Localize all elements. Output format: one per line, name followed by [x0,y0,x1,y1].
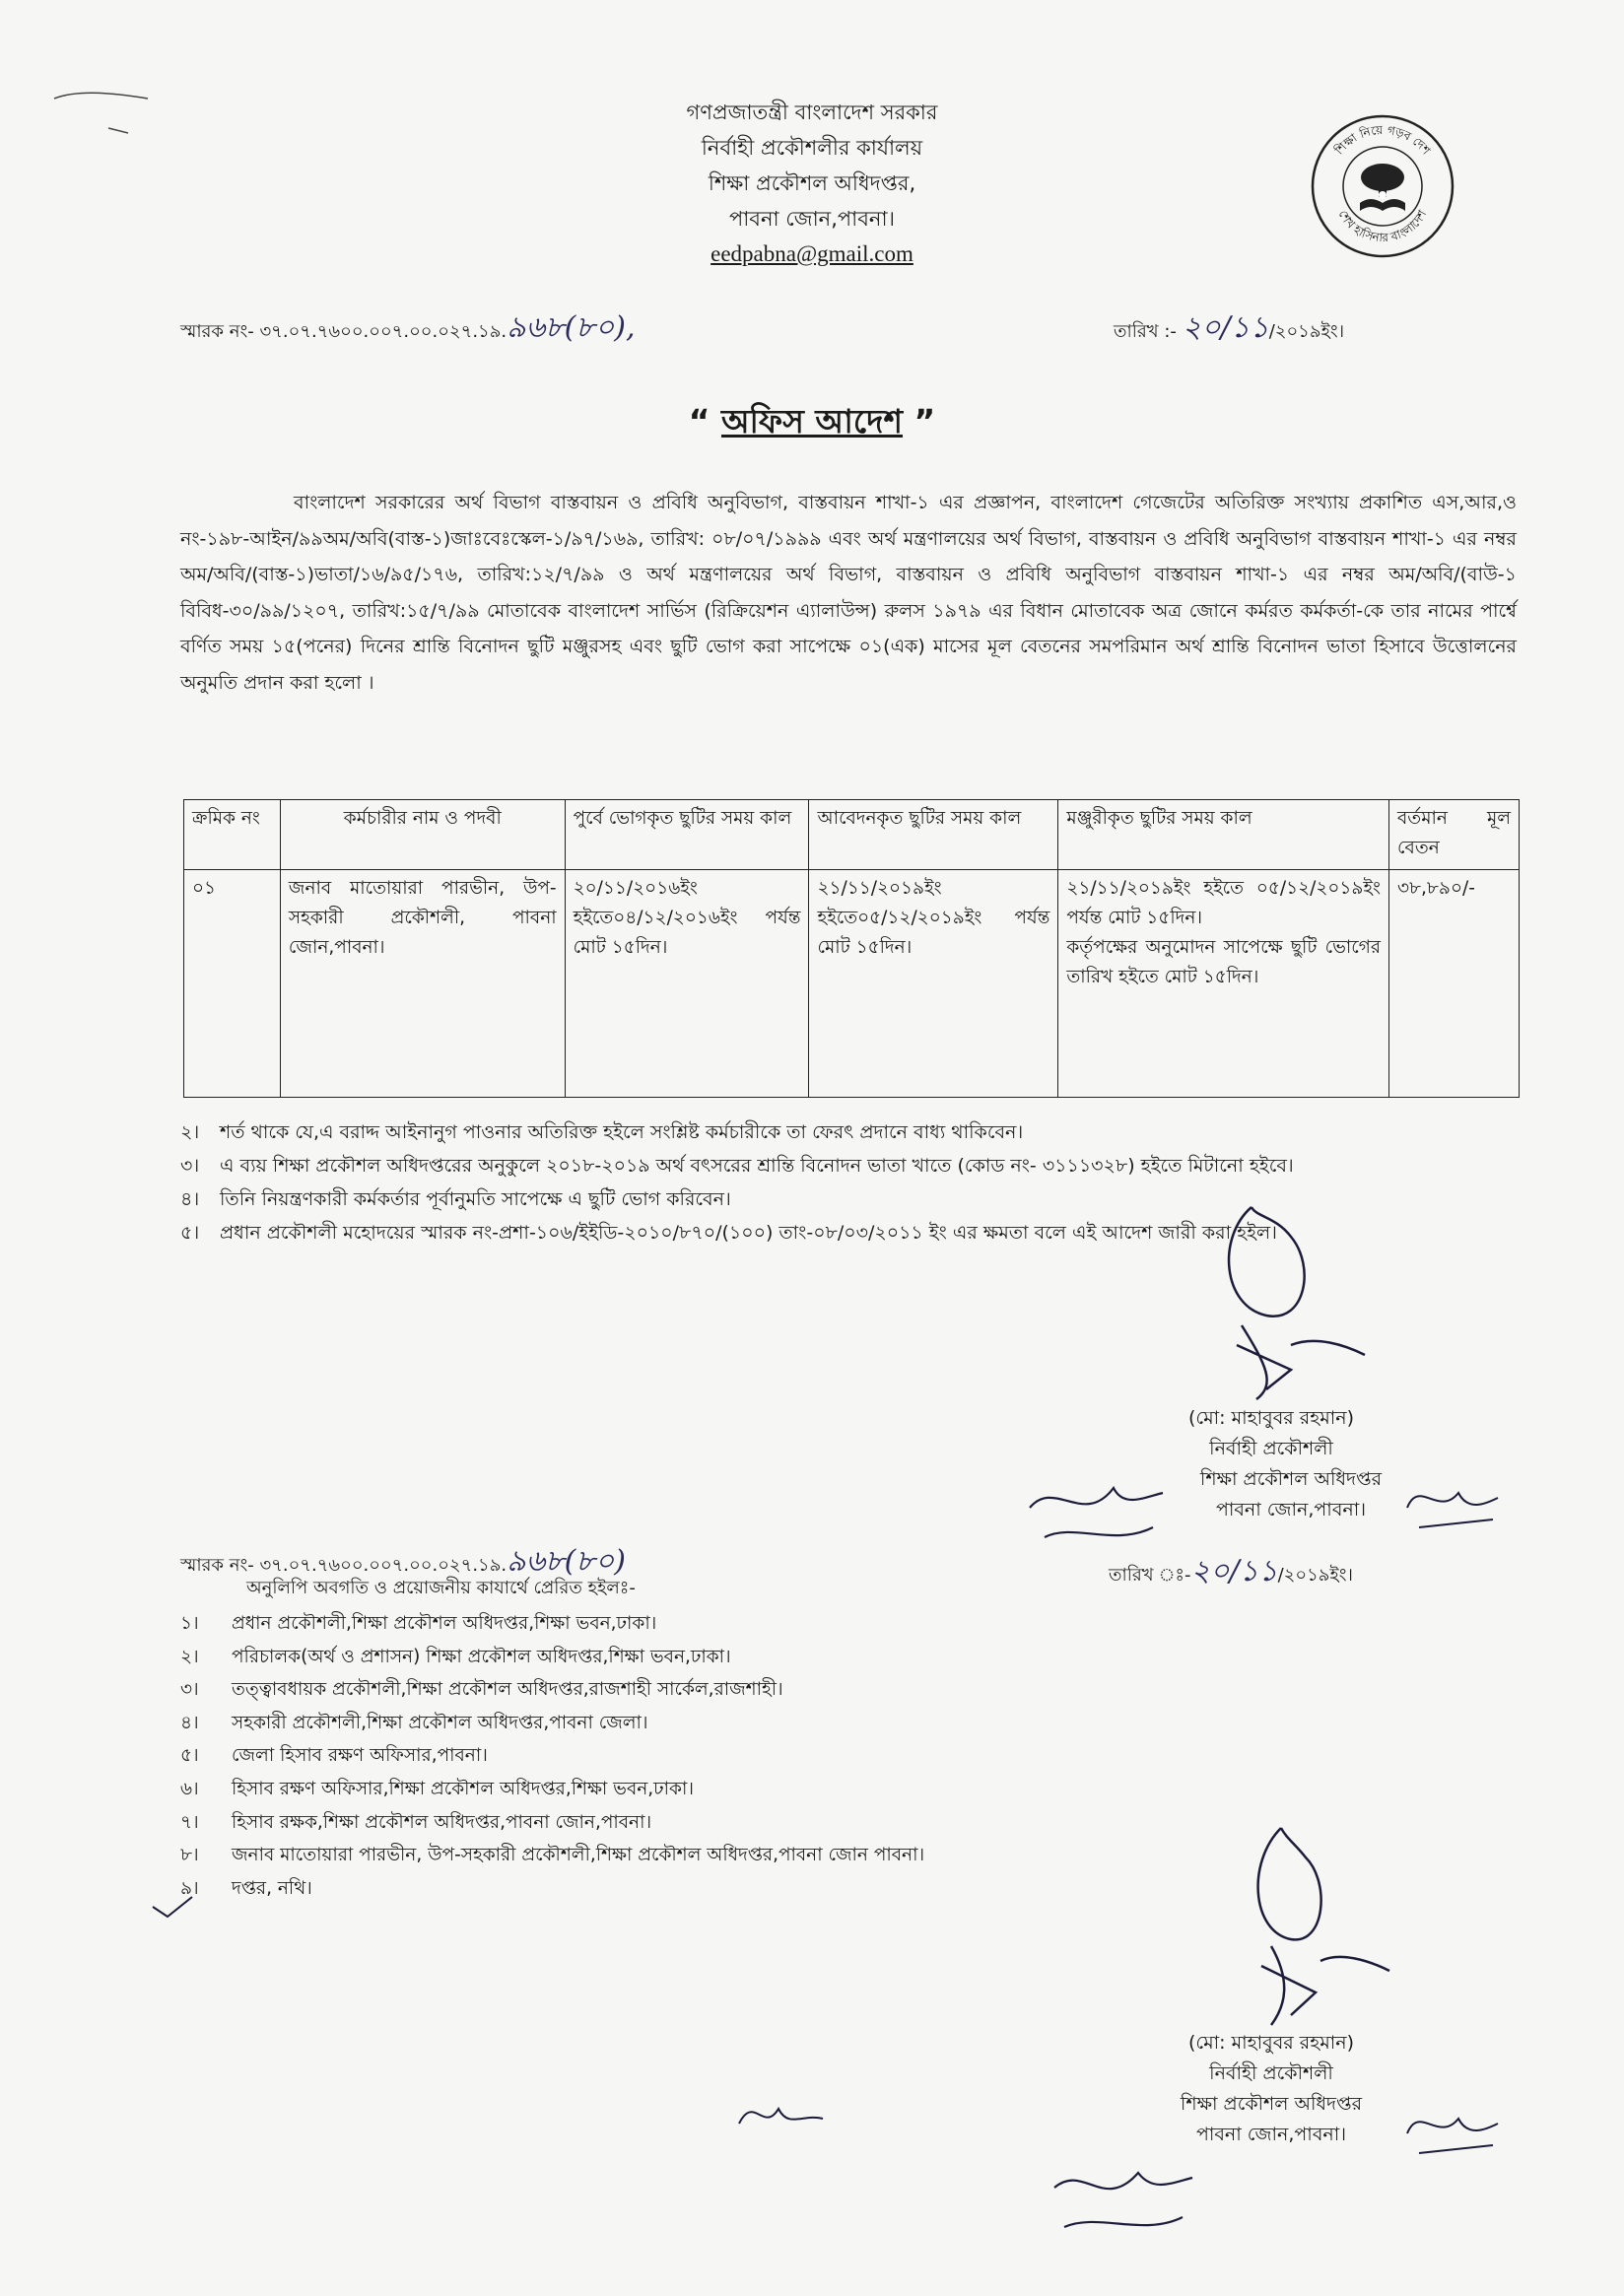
signatory-location: পাবনা জোন,পাবনা। [1215,1499,1367,1520]
table-row [184,870,1520,1098]
memo-ref-handwritten: ৯৬৮(৮০), [507,310,636,345]
copy-text: হিসাব রক্ষক,শিক্ষা প্রকৌশল অধিদপ্তর,পাবনা জোন,পাবনা। [232,1811,652,1833]
list-item [180,1773,1363,1806]
body-paragraph: বাংলাদেশ সরকারের অর্থ বিভাগ বাস্তবায়ন ও প্রবিধি অনুবিভাগ, বাস্তবায়ন শাখা-১ এর প্রজ্ঞাপন, বাংলাদেশ গেজেটের অতিরিক্ত সংখ্যায় প্রকাশিত এস,আর,ও নং-১৯৮-আইন/৯৯অম/অবি(বাস্ত-১)জাঃবেঃস্কেল-১/৯৭/১৬৯, তারিখ: ০৮/০৭/১৯৯৯ এবং অর্থ মন্ত্রণালয়ের অর্থ বিভাগ, বাস্তবায়ন ও প্রবিধি অনুবিভাগ বাস্তবায়ন শাখা-১ এর নম্বর অম/অবি/(বাস্ত-১)ভাতা/১৬/৯৫/১৭৬, তারিখ:১২/৭/৯৯ ও অর্থ মন্ত্রণালয়ের অর্থ বিভাগ, বাস্তবায়ন ও প্রবিধি অনুবিভাগ বাস্তবায়ন শাখা-১ এর নম্বর অম/অবি/(বাউ-১ বিবিধ-৩০/৯৯/১২০৭, তারিখ:১৫/৭/৯৯ মোতাবেক বাংলাদেশ সার্ভিস (রিক্রিয়েশন এ্যালাউন্স) রুলস ১৯৭৯ এর বিধান মোতাবেক অত্র জোনে কর্মরত কর্মকর্তা-কে তার নামের পার্শ্বে বর্ণিত সময় ১৫(পনের) দিনের শ্রান্তি বিনোদন ছুটি মঞ্জুরসহ এবং ছুটি ভোগ করা সাপেক্ষে ০১(এক) মাসের মূল বেতনের সমপরিমান অর্থ শ্রান্তি বিনোদন ভাতা হিসাবে উত্তোলনের অনুমতি প্রদান করা হলো । [180,492,1517,694]
title-text: অফিস আদেশ [720,402,904,440]
copy-text: জেলা হিসাব রক্ষণ অফিসার,পাবনা। [232,1745,488,1767]
list-item [180,1673,1363,1707]
point-text: প্রধান প্রকৌশলী মহোদয়ের স্মারক নং-প্রশা-১০৬/ইইডি-২০১০/৮৭০/(১০০) তাং-০৮/০৩/২০১১ ইং এর ক্ষমতা বলে এই আদেশ জারী করা হইল। [220,1222,1277,1244]
signatory-designation: নির্বাহী প্রকৌশলী [1209,2062,1333,2084]
point-number: ৫। [180,1222,200,1244]
signatory-name: (মো: মাহাবুবর রহমান) [1187,1407,1355,1429]
signatory-location: পাবনা জোন,পাবনা। [1195,2124,1347,2145]
initials-icon [1045,2158,1202,2247]
cell-previous: ২০/১১/২০১৬ইং হইতে০৪/১২/২০১৬ইং পর্যন্ত মোট ১৫দিন। [565,870,809,1098]
memo-reference [180,304,636,354]
seal-top-text: শিক্ষা নিয়ে গড়ব দেশ [1331,122,1434,158]
cell-name: জনাব মাতোয়ারা পারভীন, উপ-সহকারী প্রকৌশলী, পাবনা জোন,পাবনা। [280,870,565,1098]
copy-text: জনাব মাতোয়ারা পারভীন, উপ-সহকারী প্রকৌশলী,শিক্ষা প্রকৌশল অধিদপ্তর,পাবনা জোন পাবনা। [232,1845,925,1866]
date-label: তারিখ :- [1114,321,1177,342]
table-header: ক্রমিক নং [184,800,281,870]
office-seal-icon [1309,112,1456,260]
copy-memo-date [1109,1547,1353,1597]
copy-number: ৩। [180,1679,199,1701]
cell-salary: ৩৮,৮৯০/- [1389,870,1520,1098]
copy-text: সহকারী প্রকৌশলী,শিক্ষা প্রকৌশল অধিদপ্তর,পাবনা জেলা। [232,1712,648,1733]
point-number: ২। [180,1121,200,1143]
memo-date [1114,304,1344,354]
tick-mark-icon [148,1892,197,1922]
cell-approved [1058,870,1389,1098]
copy-text: প্রধান প্রকৌশলী,শিক্ষা প্রকৌশল অধিদপ্তর,শিক্ষা ভবন,ঢাকা। [232,1613,657,1634]
leave-table [183,799,1520,1098]
list-item [180,1872,1363,1906]
cell-serial: ০১ [184,870,281,1098]
copy-list [180,1607,1363,1905]
copy-date-suffix: /২০১৯ইং। [1277,1565,1353,1586]
title-quote-open: “ [688,402,710,440]
list-item [180,1806,1363,1840]
list-item [180,1707,1363,1740]
copy-ref-prefix: স্মারক নং- ৩৭.০৭.৭৬০০.০০৭.০০.০২৭.১৯. [180,1555,508,1576]
letterhead-line: শিক্ষা প্রকৌশল অধিদপ্তর, [708,171,916,195]
seal-bottom-text: শেখ হাসিনার বাংলাদেশ [1335,207,1430,245]
signatory-designation: নির্বাহী প্রকৌশলী [1209,1438,1333,1459]
email-link[interactable]: eedpabna@gmail.com [710,241,914,266]
initials-icon [729,2084,828,2143]
scan-mark-icon [49,69,158,138]
copy-text: তত্ত্বাবধায়ক প্রকৌশলী,শিক্ষা প্রকৌশল অধিদপ্তর,রাজশাহী সার্কেল,রাজশাহী। [232,1679,783,1701]
letterhead-line: নির্বাহী প্রকৌশলীর কার্যালয় [701,136,923,160]
point-text: শর্ত থাকে যে,এ বরাদ্দ আইনানুগ পাওনার অতিরিক্ত হইলে সংশ্লিষ্ট কর্মচারীকে তা ফেরৎ প্রদানে বাধ্য থাকিবেন। [220,1121,1024,1143]
copy-text: দপ্তর, নথি। [232,1877,312,1899]
title-quote-close: ” [914,402,936,440]
initials-icon [1399,2094,1508,2163]
signatory-name: (মো: মাহাবুবর রহমান) [1187,2032,1355,2054]
copy-number: ৯। [180,1877,199,1899]
table-header: মঞ্জুরীকৃত ছুটির সময় কাল [1058,800,1389,870]
table-header: পুর্বে ভোগকৃত ছুটির সময় কাল [565,800,809,870]
memo-ref-prefix: স্মারক নং- ৩৭.০৭.৭৬০০.০০৭.০০.০২৭.১৯. [180,321,508,342]
copy-number: ২। [180,1646,199,1667]
table-header-row [184,800,1520,870]
approved-condition: কর্তৃপক্ষের অনুমোদন সাপেক্ষে ছুটি ভোগের তারিখ হইতে মোট ১৫দিন। [1066,937,1382,987]
signature-2-icon [1212,1823,1399,2030]
letterhead-line: পাবনা জোন,পাবনা। [728,207,896,231]
signature-block-2 [1133,2028,1409,2150]
point-number: ৪। [180,1188,200,1210]
initials-icon [1399,1468,1508,1537]
copy-number: ৪। [180,1712,199,1733]
initials-icon [1025,1468,1173,1557]
signatory-office: শিক্ষা প্রকৌশল অধিদপ্তর [1180,2093,1363,2115]
table-header: কর্মচারীর নাম ও পদবী [280,800,565,870]
point-number: ৩। [180,1155,200,1177]
list-item [180,1115,1540,1149]
list-item [180,1641,1363,1674]
list-item [180,1149,1540,1182]
point-text: তিনি নিয়ন্ত্রণকারী কর্মকর্তার পূর্বানুমতি সাপেক্ষে এ ছুটি ভোগ করিবেন। [220,1188,731,1210]
svg-text:শিক্ষা নিয়ে গড়ব দেশ [1331,123,1434,159]
point-text: এ ব্যয় শিক্ষা প্রকৌশল অধিদপ্তরের অনুকুলে ২০১৮-২০১৯ অর্থ বৎসরের শ্রান্তি বিনোদন ভাতা খাতে (কোড নং- ৩১১১৩২৮) হইতে মিটানো হইবে। [220,1155,1294,1177]
copy-ref-handwritten: ৯৬৮(৮০) [507,1544,626,1579]
copy-text: পরিচালক(অর্থ ও প্রশাসন) শিক্ষা প্রকৌশল অধিদপ্তর,শিক্ষা ভবন,ঢাকা। [232,1646,731,1667]
letterhead-line: গণপ্রজাতন্ত্রী বাংলাদেশ সরকার [686,101,938,124]
copy-number: ১। [180,1613,199,1634]
list-item [180,1839,1363,1872]
approved-period: ২১/১১/২০১৯ইং হইতে ০৫/১২/২০১৯ইং পর্যন্ত মোট ১৫দিন। [1066,878,1382,928]
copy-date-handwritten: ২০/১১ [1190,1554,1278,1588]
list-item [180,1607,1363,1641]
copy-text: হিসাব রক্ষণ অফিসার,শিক্ষা প্রকৌশল অধিদপ্তর,শিক্ষা ভবন,ঢাকা। [232,1778,694,1799]
table-header: বর্তমান মূল বেতন [1389,800,1520,870]
page-title [0,396,1624,451]
signature-1-icon [1197,1197,1394,1404]
cell-applied: ২১/১১/২০১৯ইং হইতে০৫/১২/২০১৯ইং পর্যন্ত মোট ১৫দিন। [809,870,1058,1098]
signature-block-1 [1133,1403,1409,1525]
copy-number: ৭। [180,1811,199,1833]
signatory-office: শিক্ষা প্রকৌশল অধিদপ্তর [1199,1468,1383,1490]
table-header: আবেদনকৃত ছুটির সময় কাল [809,800,1058,870]
copy-intro: অনুলিপি অবগতি ও প্রয়োজনীয় কাযার্থে প্রেরিত হইলঃ- [246,1578,636,1598]
copy-number: ৫। [180,1745,199,1767]
list-item [180,1739,1363,1773]
date-suffix: /২০১৯ইং। [1268,321,1345,342]
date-handwritten: ২০/১১ [1182,310,1269,345]
copy-number: ৮। [180,1845,199,1866]
copy-number: ৬। [180,1778,199,1799]
copy-date-label: তারিখ ঃ- [1109,1565,1191,1586]
